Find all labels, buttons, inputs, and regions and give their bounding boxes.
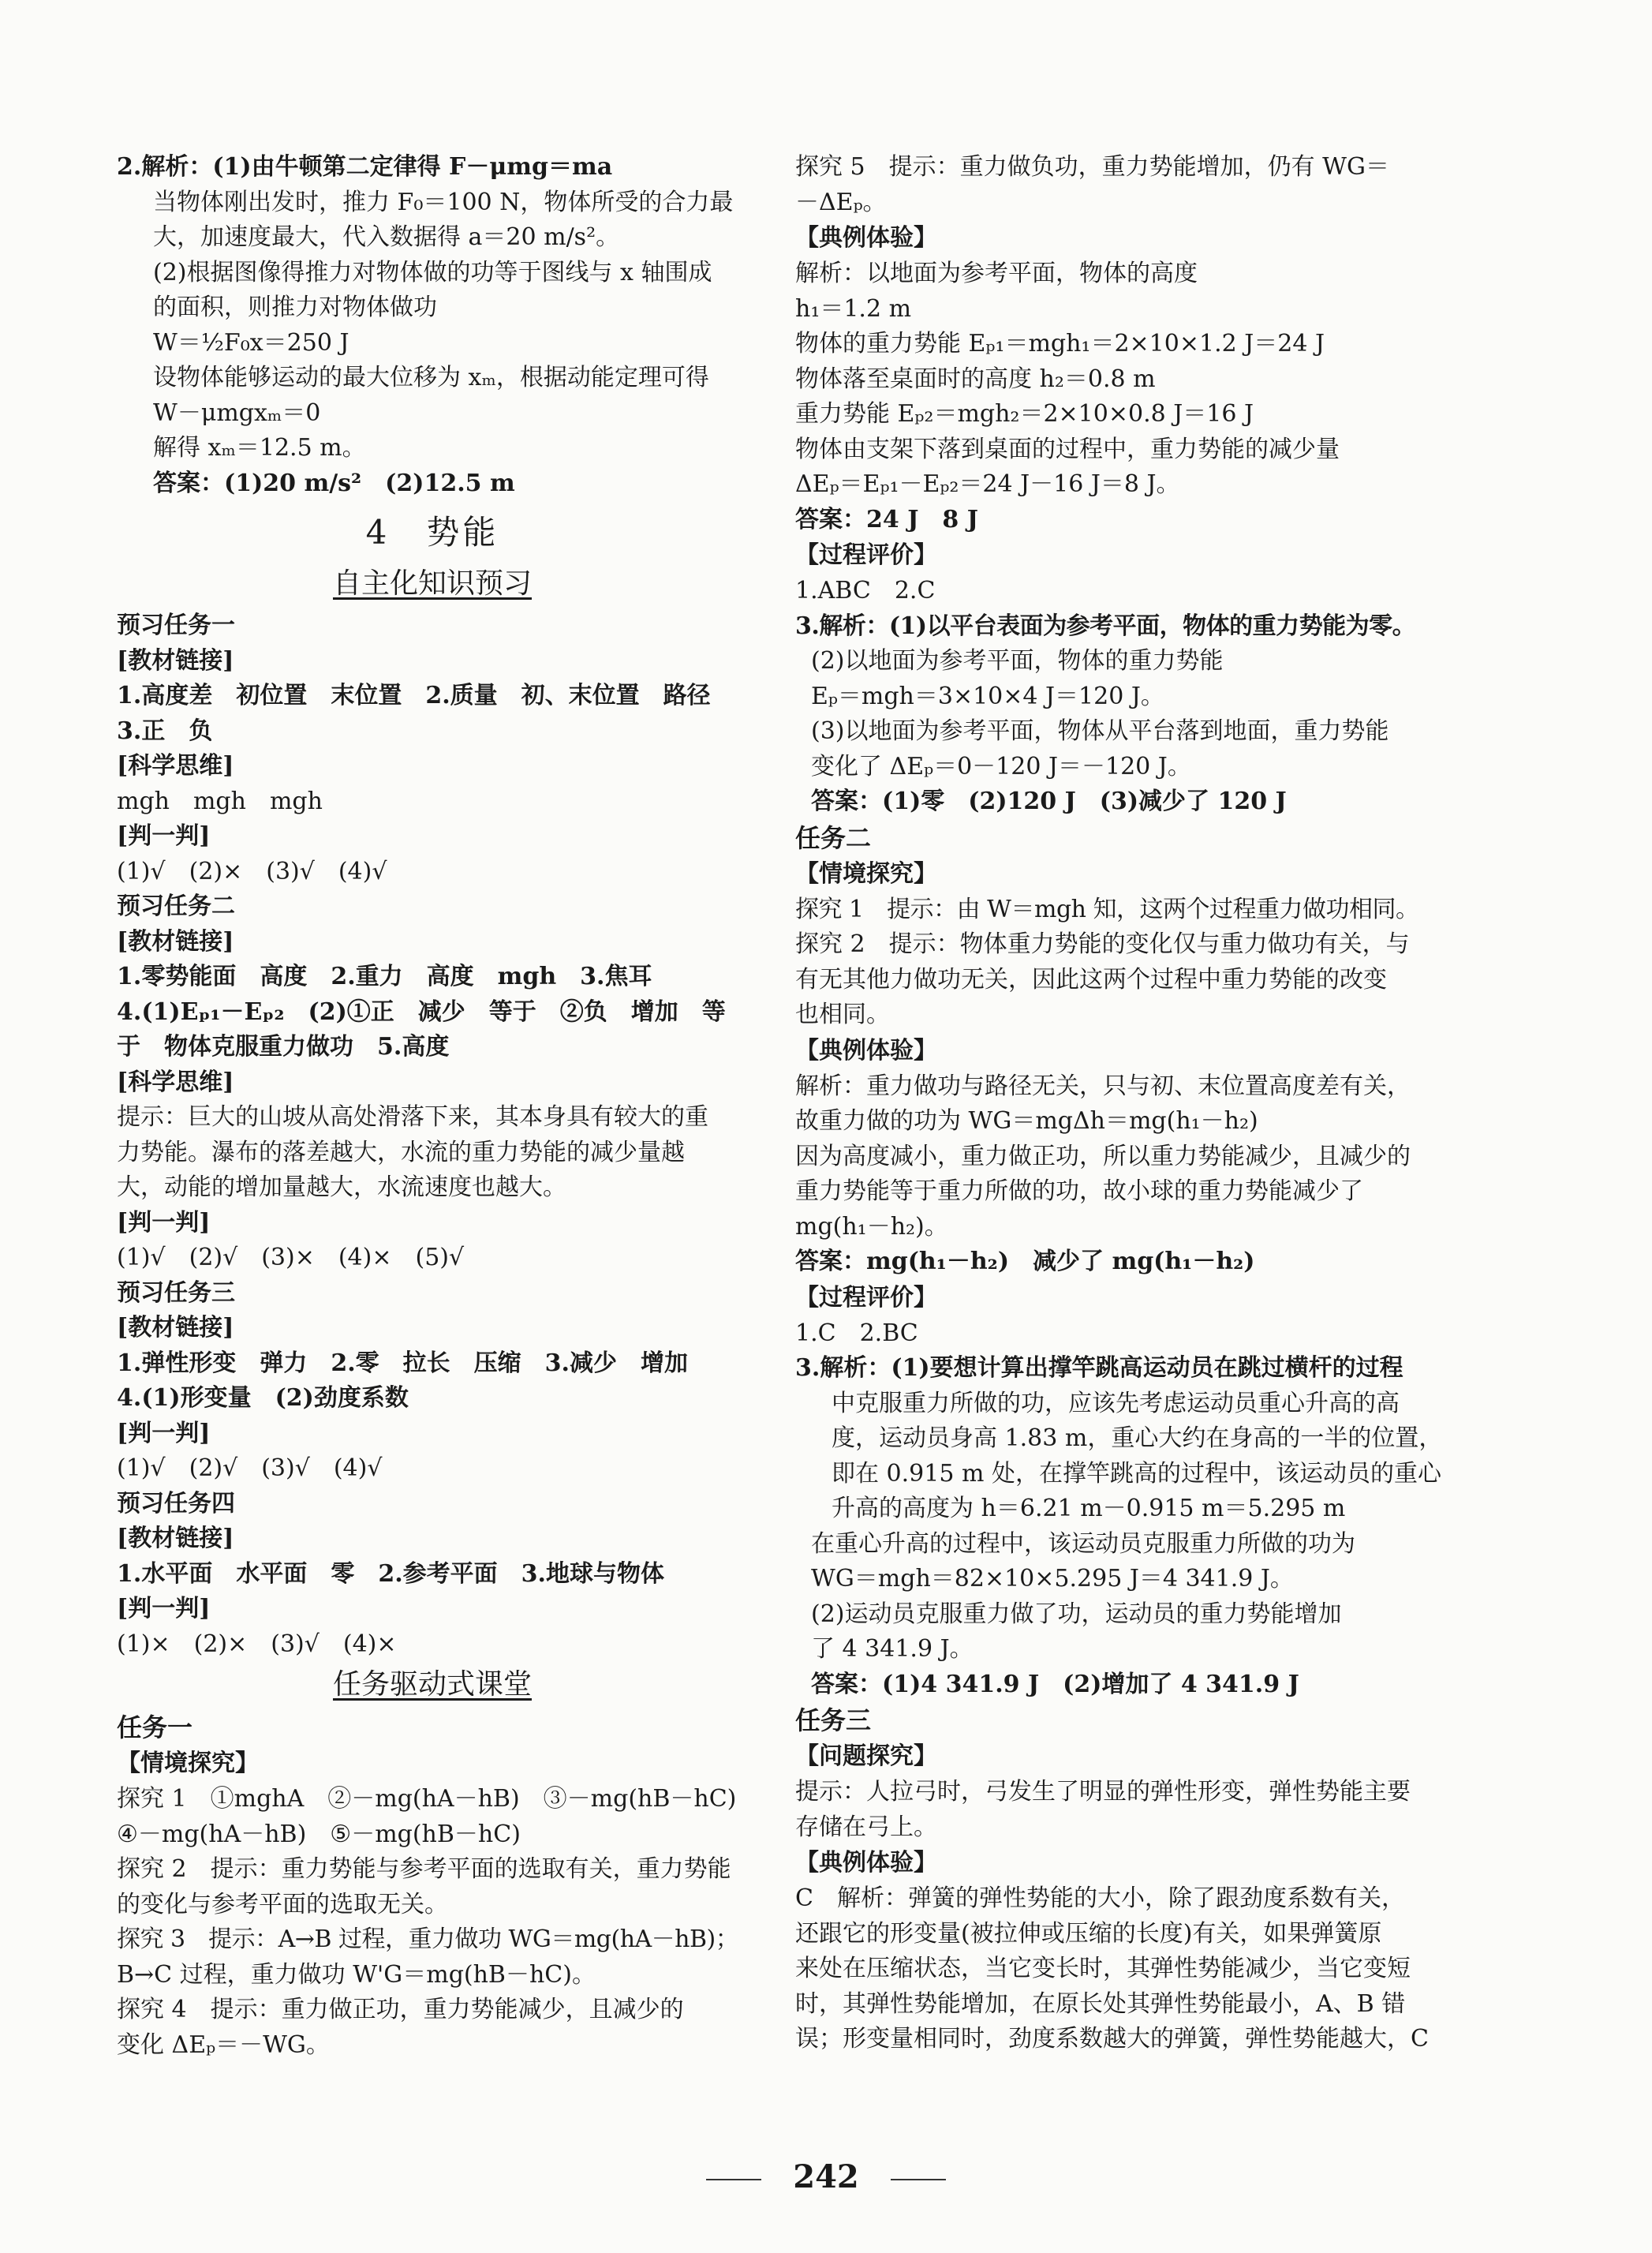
text-line: [判一判] [117,1208,211,1237]
left-column [117,150,748,2063]
text-line: B→C 过程，重力做功 W'G＝mg(hB－hC)。 [117,1960,596,1989]
text-line: 1.C 2.BC [795,1319,918,1347]
section-title: 自主化知识预习 [332,567,532,600]
footer-rule-left [706,2179,761,2180]
text-line: 物体的重力势能 Eₚ₁＝mgh₁＝2×10×1.2 J＝24 J [795,330,1325,357]
text-line: 升高的高度为 h＝6.21 m－0.915 m＝5.295 m [832,1495,1346,1522]
text-line: 1.水平面 水平面 零 2.参考平面 3.地球与物体 [117,1559,664,1588]
section-tag: 【情境探究】 [795,859,937,888]
text-line: 大，动能的增加量越大，水流速度也越大。 [117,1173,566,1201]
text-line: [判一判] [117,1595,211,1622]
section-title: 4 势能 [365,513,499,552]
text-line: 1.零势能面 高度 2.重力 高度 mgh 3.焦耳 [117,963,652,990]
text-line: W＝½F₀x＝250 J [153,328,349,357]
text-line: [科学思维] [117,1068,234,1096]
text-line: 探究 2 提示：物体重力势能的变化仅与重力做功有关，与 [795,930,1410,958]
text-line: [科学思维] [117,752,234,780]
page-footer [0,2158,1652,2195]
text-line: 1.高度差 初位置 末位置 2.质量 初、末位置 路径 [117,682,711,709]
text-line: [教材链接] [117,1314,234,1342]
section-tag: 【过程评价】 [795,541,937,569]
text-line: 探究 4 提示：重力做正功，重力势能减少，且减少的 [117,1996,684,2023]
text-line: 解得 xₘ＝12.5 m。 [153,434,366,462]
text-line: 答案：(1)20 m/s² (2)12.5 m [153,469,515,497]
text-line: 故重力做的功为 WG＝mgΔh＝mg(h₁－h₂) [795,1107,1258,1135]
text-line: 解析：以地面为参考平面，物体的高度 [795,260,1198,287]
text-line: 答案：24 J 8 J [795,505,978,533]
text-line: 探究 2 提示：重力势能与参考平面的选取有关，重力势能 [117,1855,731,1883]
section-tag: 【问题探究】 [795,1742,937,1770]
text-line: 变化 ΔEₚ＝－WG。 [117,2030,330,2059]
text-line: 即在 0.915 m 处，在撑竿跳高的过程中，该运动员的重心 [832,1459,1441,1488]
text-line: 预习任务一 [117,612,235,639]
section-tag: 【典例体验】 [795,224,937,252]
text-line: mgh mgh mgh [117,787,323,815]
text-line: 提示：巨大的山坡从高处滑落下来，其本身具有较大的重 [117,1103,708,1131]
text-line: 解析：重力做功与路径无关，只与初、末位置高度差有关， [795,1072,1411,1100]
text-line: 因为高度减小，重力做正功，所以重力势能减少，且减少的 [795,1142,1411,1170]
section-tag: 【过程评价】 [795,1283,937,1312]
text-line: 变化了 ΔEₚ＝0－120 J＝－120 J。 [811,752,1191,780]
text-line: 的变化与参考平面的选取无关。 [117,1890,448,1918]
text-line: －ΔEₚ。 [795,188,887,216]
text-line: 当物体刚出发时，推力 F₀＝100 N，物体所受的合力最 [153,188,734,216]
text-line: C 解析：弹簧的弹性势能的大小，除了跟劲度系数有关， [795,1884,1405,1912]
text-line: 存储在弓上。 [795,1813,937,1841]
text-line: 预习任务三 [117,1278,235,1307]
text-line: 误；形变量相同时，劲度系数越大的弹簧，弹性势能越大，C [795,2025,1429,2053]
text-line: 大，加速度最大，代入数据得 a＝20 m/s²。 [153,223,620,251]
text-line: (2)运动员克服重力做了功，运动员的重力势能增加 [811,1600,1342,1628]
section-tag: 【情境探究】 [117,1750,259,1777]
text-line: ΔEₚ＝Eₚ₁－Eₚ₂＝24 J－16 J＝8 J。 [795,470,1180,498]
section-tag: 【典例体验】 [795,1849,937,1877]
text-line: 时，其弹性势能增加，在原长处其弹性势能最小，A、B 错 [795,1989,1406,2018]
text-line: 于 物体克服重力做功 5.高度 [117,1033,450,1061]
text-line: h₁＝1.2 m [795,294,912,323]
text-line: 探究 3 提示：A→B 过程，重力做功 WG＝mg(hA－hB)； [117,1926,739,1953]
text-line: 4.(1)Eₚ₁－Eₚ₂ (2)①正 减少 等于 ②负 增加 等 [117,997,726,1026]
text-line: 答案：(1)4 341.9 J (2)增加了 4 341.9 J [811,1670,1299,1698]
text-line: 答案：(1)零 (2)120 J (3)减少了 120 J [811,788,1287,815]
task-heading: 任务三 [795,1705,872,1735]
text-line: 提示：人拉弓时，弓发生了明显的弹性形变，弹性势能主要 [795,1778,1411,1806]
text-line: 物体由支架下落到桌面的过程中，重力势能的减少量 [795,435,1340,463]
text-line: [判一判] [117,822,211,850]
text-line: 还跟它的形变量(被拉伸或压缩的长度)有关，如果弹簧原 [795,1919,1382,1948]
section-title: 任务驱动式课堂 [332,1668,532,1701]
text-line: 4.(1)形变量 (2)劲度系数 [117,1384,409,1412]
text-line: 3.解析：(1)要想计算出撑竿跳高运动员在跳过横杆的过程 [795,1354,1403,1382]
text-line: (1)× (2)× (3)√ (4)× [117,1630,397,1658]
text-line: (1)√ (2)√ (3)√ (4)√ [117,1454,383,1482]
text-line: 也相同。 [795,1001,890,1028]
text-line: 重力势能 Eₚ₂＝mgh₂＝2×10×0.8 J＝16 J [795,400,1254,428]
text-line: [教材链接] [117,646,234,675]
text-line: (2)以地面为参考平面，物体的重力势能 [811,647,1224,675]
text-line: mg(h₁－h₂)。 [795,1212,948,1241]
text-line: (3)以地面为参考平面，物体从平台落到地面，重力势能 [811,717,1389,745]
text-line: 探究 1 ①mghA ②－mg(hA－hB) ③－mg(hB－hC) [117,1785,737,1813]
page-number: 242 [793,2158,859,2195]
text-line: 有无其他力做功无关，因此这两个过程中重力势能的改变 [795,965,1387,994]
text-line: 1.ABC 2.C [795,577,936,604]
right-column [795,150,1443,2057]
text-line: W－μmgxₘ＝0 [153,399,321,427]
text-line: 中克服重力所做的功，应该先考虑运动员重心升高的高 [832,1389,1400,1417]
text-line: (2)根据图像得推力对物体做的功等于图线与 x 轴围成 [153,258,712,286]
text-line: 来处在压缩状态，当它变长时，其弹性势能减少，当它变短 [795,1955,1411,1982]
text-line: 设物体能够运动的最大位移为 xₘ，根据动能定理可得 [153,364,709,391]
text-line: 答案：mg(h₁－h₂) 减少了 mg(h₁－h₂) [795,1248,1255,1275]
text-line: 预习任务二 [117,893,235,920]
section-tag: 【典例体验】 [795,1036,937,1065]
text-line: (1)√ (2)× (3)√ (4)√ [117,857,387,885]
text-line: 探究 1 提示：由 W＝mgh 知，这两个过程重力做功相同。 [795,895,1419,923]
text-line: 力势能。瀑布的落差越大，水流的重力势能的减少量越 [117,1138,685,1166]
text-line: [教材链接] [117,1525,234,1552]
text-line: (1)√ (2)√ (3)× (4)× (5)√ [117,1244,465,1271]
text-line: 3.正 负 [117,717,213,745]
text-line: 在重心升高的过程中，该运动员克服重力所做的功为 [811,1529,1355,1558]
text-line: 度，运动员身高 1.83 m，重心大约在身高的一半的位置， [832,1424,1443,1452]
text-line: 3.解析：(1)以平台表面为参考平面，物体的重力势能为零。 [795,612,1416,640]
text-line: 1.弹性形变 弹力 2.零 拉长 压缩 3.减少 增加 [117,1349,688,1377]
text-line: 2.解析：(1)由牛顿第二定律得 F－μmg＝ma [117,153,613,181]
text-line: [教材链接] [117,927,234,956]
text-line: ④－mg(hA－hB) ⑤－mg(hB－hC) [117,1820,521,1848]
footer-rule-right [891,2179,946,2180]
text-line: 了 4 341.9 J。 [811,1635,974,1663]
text-line: 预习任务四 [117,1489,235,1518]
text-line: 重力势能等于重力所做的功，故小球的重力势能减少了 [795,1177,1363,1205]
task-heading: 任务一 [117,1712,193,1742]
text-line: [判一判] [117,1419,211,1447]
text-line: Eₚ＝mgh＝3×10×4 J＝120 J。 [811,682,1164,710]
text-line: 探究 5 提示：重力做负功，重力势能增加，仍有 WG＝ [795,153,1389,181]
text-line: 物体落至桌面时的高度 h₂＝0.8 m [795,365,1156,393]
task-heading: 任务二 [795,822,872,853]
text-line: 的面积，则推力对物体做功 [153,294,437,321]
text-line: WG＝mgh＝82×10×5.295 J＝4 341.9 J。 [811,1565,1294,1592]
